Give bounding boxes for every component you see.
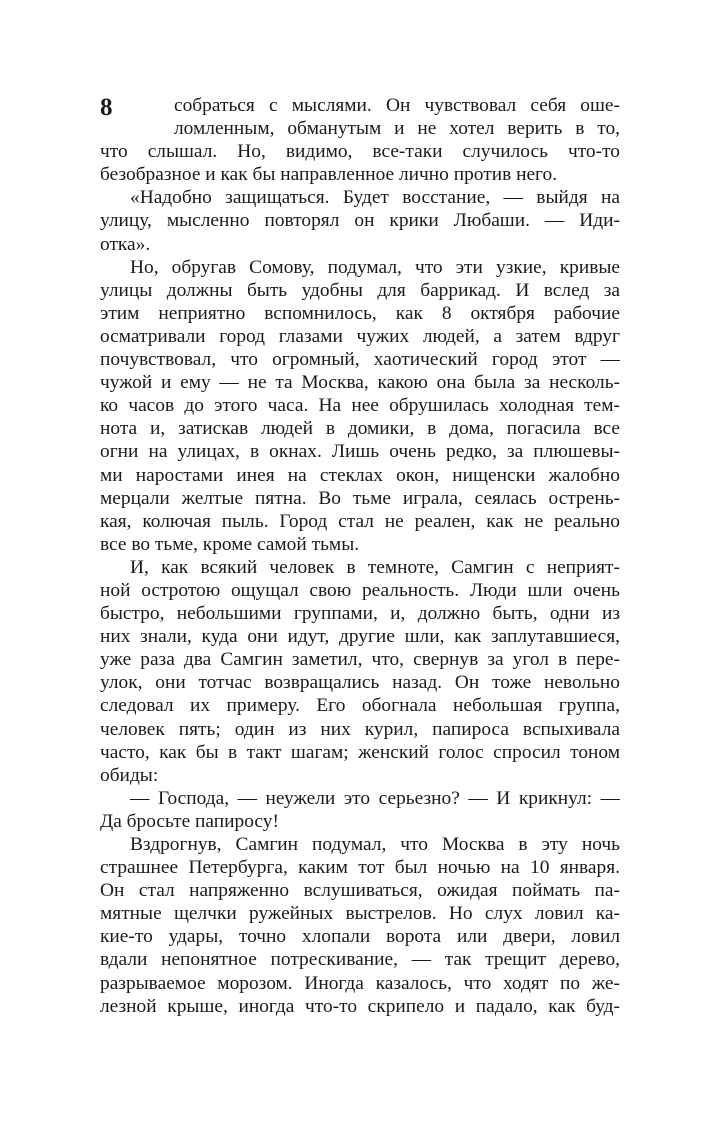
text-line: Но, обругав Сомову, подумал, что эти узкие, кривые — [130, 256, 620, 278]
text-line: обиды: — [100, 764, 159, 786]
text-line: этим неприятно вспомнилось, как 8 октября рабочие — [100, 302, 620, 324]
text-line: кая, колючая пыль. Город стал не реален, как не реально — [100, 510, 620, 532]
text-line: быстро, небольшими группами, и, должно быть, одни из — [100, 603, 620, 625]
text-line: что слышал. Но, видимо, все-таки случилось что-то — [100, 141, 620, 163]
text-line: Вздрогнув, Самгин подумал, что Москва в эту ночь — [130, 834, 620, 855]
text-line: все во тьме, кроме самой тьмы. — [100, 533, 360, 555]
text-line: мятные щелчки ружейных выстрелов. Но слух ловил ка- — [100, 903, 620, 925]
text-line: человек пять; один из них курил, папироса вспыхивала — [100, 718, 620, 740]
text-line: вдали непонятное потрескивание, — так трещит дерево, — [100, 949, 620, 971]
page-number: 8 — [100, 94, 113, 121]
text-line: уже раза два Самгин заметил, что, свернув за угол в пере- — [100, 649, 620, 671]
text-line: ми наростами инея на стеклах окон, нищенски жалобно — [100, 464, 620, 486]
text-line: — Господа, — неужели это серьезно? — И крикнул: — — [130, 787, 620, 809]
text-line: разрываемое морозом. Иногда казалось, что ходят по же- — [100, 972, 620, 994]
text-line: осматривали город глазами чужих людей, а затем вдруг — [100, 325, 620, 347]
text-line: безобразное и как бы направленное лично против него. — [100, 164, 558, 186]
text-line: страшнее Петербурга, каким тот был ночью на 10 января. — [100, 857, 620, 879]
text-line: ломленным, обманутым и не хотел верить в то, — [174, 118, 620, 140]
text-line: них знали, куда они идут, другие шли, как заплутавшиеся, — [100, 626, 620, 648]
text-body — [100, 94, 620, 1018]
text-line: часто, как бы в такт шагам; женский голос спросил тоном — [100, 741, 620, 763]
text-line: улицу, мысленно повторял он крики Любаши. — Иди- — [100, 210, 620, 232]
text-line: И, как всякий человек в темноте, Самгин с неприят- — [130, 556, 620, 578]
text-line: Он стал напряженно вслушиваться, ожидая поймать па- — [100, 880, 620, 902]
text-line: отка». — [100, 233, 151, 255]
text-line: улок, они тотчас возвращались назад. Он тоже невольно — [100, 672, 620, 694]
text-line: ко часов до этого часа. На нее обрушилась холодная тем- — [100, 395, 620, 417]
text-line: Да бросьте папиросу! — [100, 810, 279, 832]
text-line: нота и, затискав людей в домики, в дома, погасила все — [100, 418, 620, 440]
text-line: улицы должны быть удобны для баррикад. И вслед за — [100, 279, 620, 301]
text-line: чужой и ему — не та Москва, какою она была за несколь- — [100, 372, 620, 394]
text-line: кие-то удары, точно хлопали ворота или двери, ловил — [100, 926, 620, 948]
text-line: лезной крыше, иногда что-то скрипело и падало, как буд- — [100, 995, 620, 1017]
text-line: «Надобно защищаться. Будет восстание, — выйдя на — [130, 187, 620, 209]
text-line: почувствовал, что огромный, хаотический город этот — — [100, 349, 620, 371]
text-line: огни на улицах, в окнах. Лишь очень редко, за плюшевы- — [100, 441, 620, 463]
text-line: ной остротою ощущал свою реальность. Люди шли очень — [100, 579, 620, 601]
text-line: собраться с мыслями. Он чувствовал себя оше- — [174, 95, 620, 116]
text-line: следовал их примеру. Его обогнала небольшая группа, — [100, 695, 620, 717]
text-line: мерцали желтые пятна. Во тьме играла, сеялась острень- — [100, 487, 620, 509]
